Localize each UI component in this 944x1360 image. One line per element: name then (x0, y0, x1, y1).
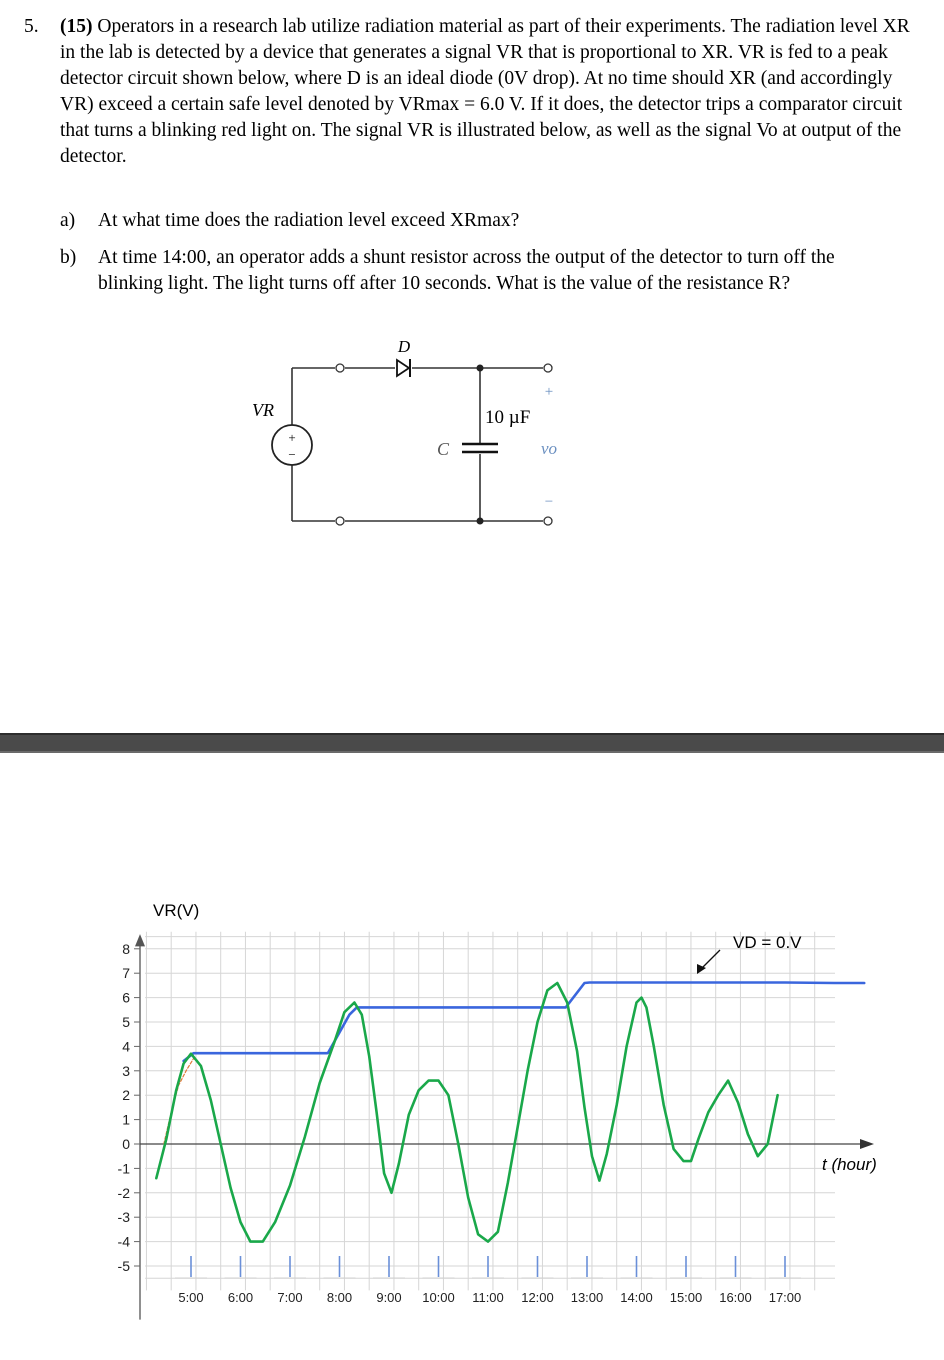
peak-detector-circuit (0, 330, 944, 540)
y-tick-label: 5 (122, 1014, 130, 1030)
source-minus-sign: − (288, 447, 296, 462)
source-plus-sign: + (288, 430, 296, 445)
capacitance-value: 10 µF (485, 407, 531, 428)
y-tick-label: -3 (117, 1209, 130, 1226)
y-axis-arrow-icon (135, 934, 145, 946)
part-b-label: b) (60, 247, 77, 268)
x-tick-label: 14:00 (620, 1290, 653, 1305)
y-tick-label: 6 (122, 989, 130, 1006)
x-axis-label: t (hour) (822, 1155, 877, 1174)
part-b-text: At time 14:00, an operator adds a shunt resistor across the output of the detector to turn off the blinking light. The light turns off after 10 seconds. What is the value of the resistance R? (98, 247, 835, 294)
part-a (60, 208, 898, 234)
x-tick-label: 16:00 (719, 1290, 752, 1305)
output-terminal-negative (544, 517, 552, 525)
x-axis-arrow-icon (860, 1139, 874, 1149)
y-tick-label: 3 (122, 1062, 130, 1079)
x-tick-label: 15:00 (669, 1290, 703, 1305)
x-tick-label: 17:00 (768, 1290, 802, 1305)
x-tick-label: 7:00 (277, 1290, 303, 1305)
vd-annotation: VD = 0.V (733, 933, 802, 952)
y-axis-label: VR(V) (153, 901, 200, 920)
part-a-text: At what time does the radiation level exceed XRmax? (98, 210, 520, 231)
output-plus: + (544, 384, 554, 400)
x-tick-label: 9:00 (376, 1290, 402, 1305)
y-tick-label: 0 (122, 1136, 130, 1152)
problem-points: (15) (60, 16, 93, 37)
problem-number: 5. (24, 16, 39, 37)
vr-vo-chart (0, 880, 944, 1320)
source-label: VR (252, 400, 274, 420)
y-tick-label: -1 (117, 1160, 130, 1177)
y-tick-label: 1 (122, 1111, 130, 1128)
x-tick-label: 5:00 (178, 1290, 204, 1305)
part-b (60, 245, 898, 297)
chart-series (156, 983, 864, 1242)
x-tick-label: 12:00 (521, 1290, 554, 1305)
output-minus: − (544, 494, 554, 510)
part-a-label: a) (60, 210, 76, 231)
x-tick-label: 6:00 (227, 1290, 254, 1305)
problem-text: Operators in a research lab utilize radiation material as part of their experiments. The radiation level XR in the lab is detected by a device that generates a signal VR that is proportional to XR. VR is fed to a peak detector circuit shown below, where D is an ideal diode (0V drop). At no time should XR (and accordingly VR) exceed a certain safe level denoted by VRmax = 6.0 V. If it does, the detector trips a comparator circuit that turns a blinking red light on. The signal VR is illustrated below, as well as the signal Vo at output of the detector. (60, 16, 910, 167)
page-divider (0, 733, 944, 753)
problem-statement (24, 14, 924, 170)
y-tick-labels (118, 941, 140, 1274)
output-terminal-positive (544, 364, 552, 372)
x-tick-label: 10:00 (422, 1290, 455, 1305)
y-tick-label: -5 (117, 1258, 130, 1274)
y-tick-label: -2 (117, 1184, 130, 1201)
capacitor-label: C (437, 439, 450, 459)
diode-label: D (397, 337, 411, 356)
y-tick-label: 7 (122, 965, 130, 982)
y-tick-label: 2 (122, 1087, 130, 1104)
y-tick-label: 8 (122, 940, 130, 957)
x-tick-labels (175, 1256, 801, 1305)
y-tick-label: -4 (117, 1233, 130, 1250)
x-tick-label: 8:00 (326, 1290, 353, 1305)
x-tick-label: 13:00 (570, 1290, 604, 1305)
diode-icon (397, 359, 410, 377)
x-tick-label: 11:00 (472, 1290, 504, 1305)
y-tick-label: 4 (122, 1038, 130, 1055)
output-label: vo (540, 439, 558, 458)
